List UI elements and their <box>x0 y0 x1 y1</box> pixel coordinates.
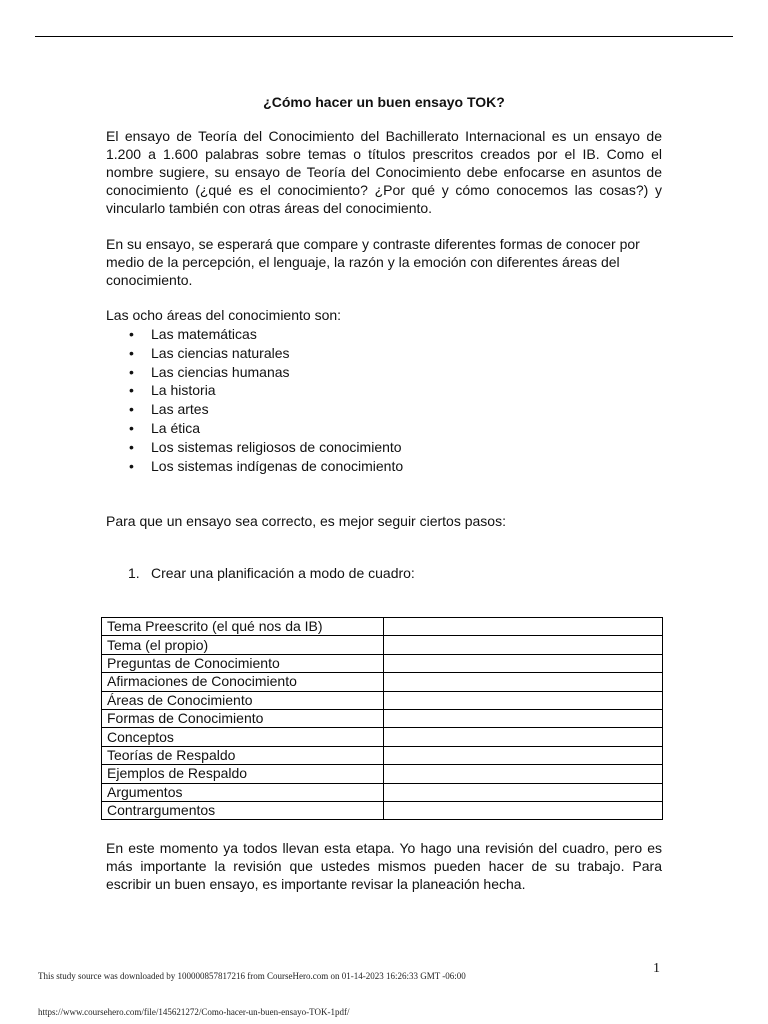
table-row <box>102 801 663 819</box>
bullet-icon: • <box>129 401 134 418</box>
table-row <box>102 728 663 746</box>
table-cell-empty <box>384 783 663 801</box>
list-item <box>106 381 403 400</box>
list-item-text: Las ciencias humanas <box>151 363 290 380</box>
table-row <box>102 673 663 691</box>
table-cell-empty <box>384 636 663 654</box>
table-cell-empty <box>384 709 663 727</box>
table-cell-empty <box>384 691 663 709</box>
intro-paragraph: El ensayo de Teoría del Conocimiento del Bachillerato Internacional es un ensayo de 1.200 a 1.600 palabras sobre temas o títulos prescritos creados por el IB. Como el nombre sugiere, su ensayo de Teoría del Conocimiento debe enfocarse en asuntos de conocimiento (¿qué es el conocimiento? ¿Por qué y cómo conocemos las cosas?) y vincularlo también con otras áreas del conocimiento. <box>106 128 662 216</box>
bullet-icon: • <box>129 419 134 436</box>
bullet-icon: • <box>129 382 134 399</box>
bullet-icon: • <box>129 457 134 474</box>
list-item <box>106 325 403 344</box>
list-item <box>106 419 403 438</box>
table-cell-label: Argumentos <box>102 783 384 801</box>
list-item-text: La ética <box>151 419 201 436</box>
table-row <box>102 618 663 636</box>
table-cell-label: Áreas de Conocimiento <box>102 691 384 709</box>
bullet-icon: • <box>129 326 134 342</box>
step-1 <box>128 564 415 582</box>
table-row <box>102 654 663 672</box>
planning-table <box>101 617 663 820</box>
table-row <box>102 691 663 709</box>
list-item-text: Las matemáticas <box>151 326 257 342</box>
table-cell-empty <box>384 654 663 672</box>
steps-intro: Para que un ensayo sea correcto, es mejor seguir ciertos pasos: <box>106 513 506 529</box>
page-number: 1 <box>653 961 660 976</box>
table-row <box>102 636 663 654</box>
bullet-icon: • <box>129 344 134 361</box>
source-url[interactable]: https://www.coursehero.com/file/145621272/Como-hacer-un-buen-ensayo-TOK-1pdf/ <box>38 1007 350 1017</box>
areas-of-knowledge-list <box>106 325 403 475</box>
table-cell-label: Ejemplos de Respaldo <box>102 765 384 783</box>
closing-paragraph: En este momento ya todos llevan esta etapa. Yo hago una revisión del cuadro, pero es más importante la revisión que ustedes mismos pueden hacer de su trabajo. Para escribir un buen ensayo, es importante revisar la planeación hecha. <box>106 840 662 892</box>
essay-expectations-paragraph: En su ensayo, se esperará que compare y contraste diferentes formas de conocer por medio de la percepción, el lenguaje, la razón y la emoción con diferentes áreas del conocimiento. <box>106 236 640 288</box>
table-cell-label: Conceptos <box>102 728 384 746</box>
list-item <box>106 457 403 476</box>
table-cell-label: Formas de Conocimiento <box>102 709 384 727</box>
step-text: Crear una planificación a modo de cuadro: <box>151 565 415 581</box>
table-cell-label: Contrargumentos <box>102 801 384 819</box>
table-cell-label: Teorías de Respaldo <box>102 746 384 764</box>
table-cell-empty <box>384 765 663 783</box>
list-item-text: La historia <box>151 382 216 399</box>
areas-intro: Las ocho áreas del conocimiento son: <box>106 307 342 323</box>
list-item <box>106 363 403 382</box>
list-item-text: Los sistemas indígenas de conocimiento <box>151 457 404 474</box>
step-number: 1. <box>128 565 140 581</box>
bullet-icon: • <box>129 438 134 455</box>
document-title: ¿Cómo hacer un buen ensayo TOK? <box>263 94 505 110</box>
table-cell-empty <box>384 801 663 819</box>
table-cell-label: Tema Preescrito (el qué nos da IB) <box>102 618 384 636</box>
bullet-icon: • <box>129 363 134 380</box>
table-row <box>102 783 663 801</box>
table-cell-empty <box>384 673 663 691</box>
download-source-note: This study source was downloaded by 100000857817216 from CourseHero.com on 01-14-2023 16:26:33 GMT -06:00 <box>38 971 466 981</box>
table-cell-label: Afirmaciones de Conocimiento <box>102 673 384 691</box>
table-row <box>102 765 663 783</box>
list-item-text: Las ciencias naturales <box>151 344 290 361</box>
list-item <box>106 344 403 363</box>
table-cell-empty <box>384 728 663 746</box>
table-row <box>102 746 663 764</box>
table-cell-label: Preguntas de Conocimiento <box>102 654 384 672</box>
table-row <box>102 709 663 727</box>
table-cell-empty <box>384 618 663 636</box>
table-cell-label: Tema (el propio) <box>102 636 384 654</box>
header-rule <box>35 36 733 37</box>
list-item-text: Los sistemas religiosos de conocimiento <box>151 438 402 455</box>
list-item <box>106 400 403 419</box>
table-cell-empty <box>384 746 663 764</box>
list-item <box>106 438 403 457</box>
list-item-text: Las artes <box>151 401 209 418</box>
